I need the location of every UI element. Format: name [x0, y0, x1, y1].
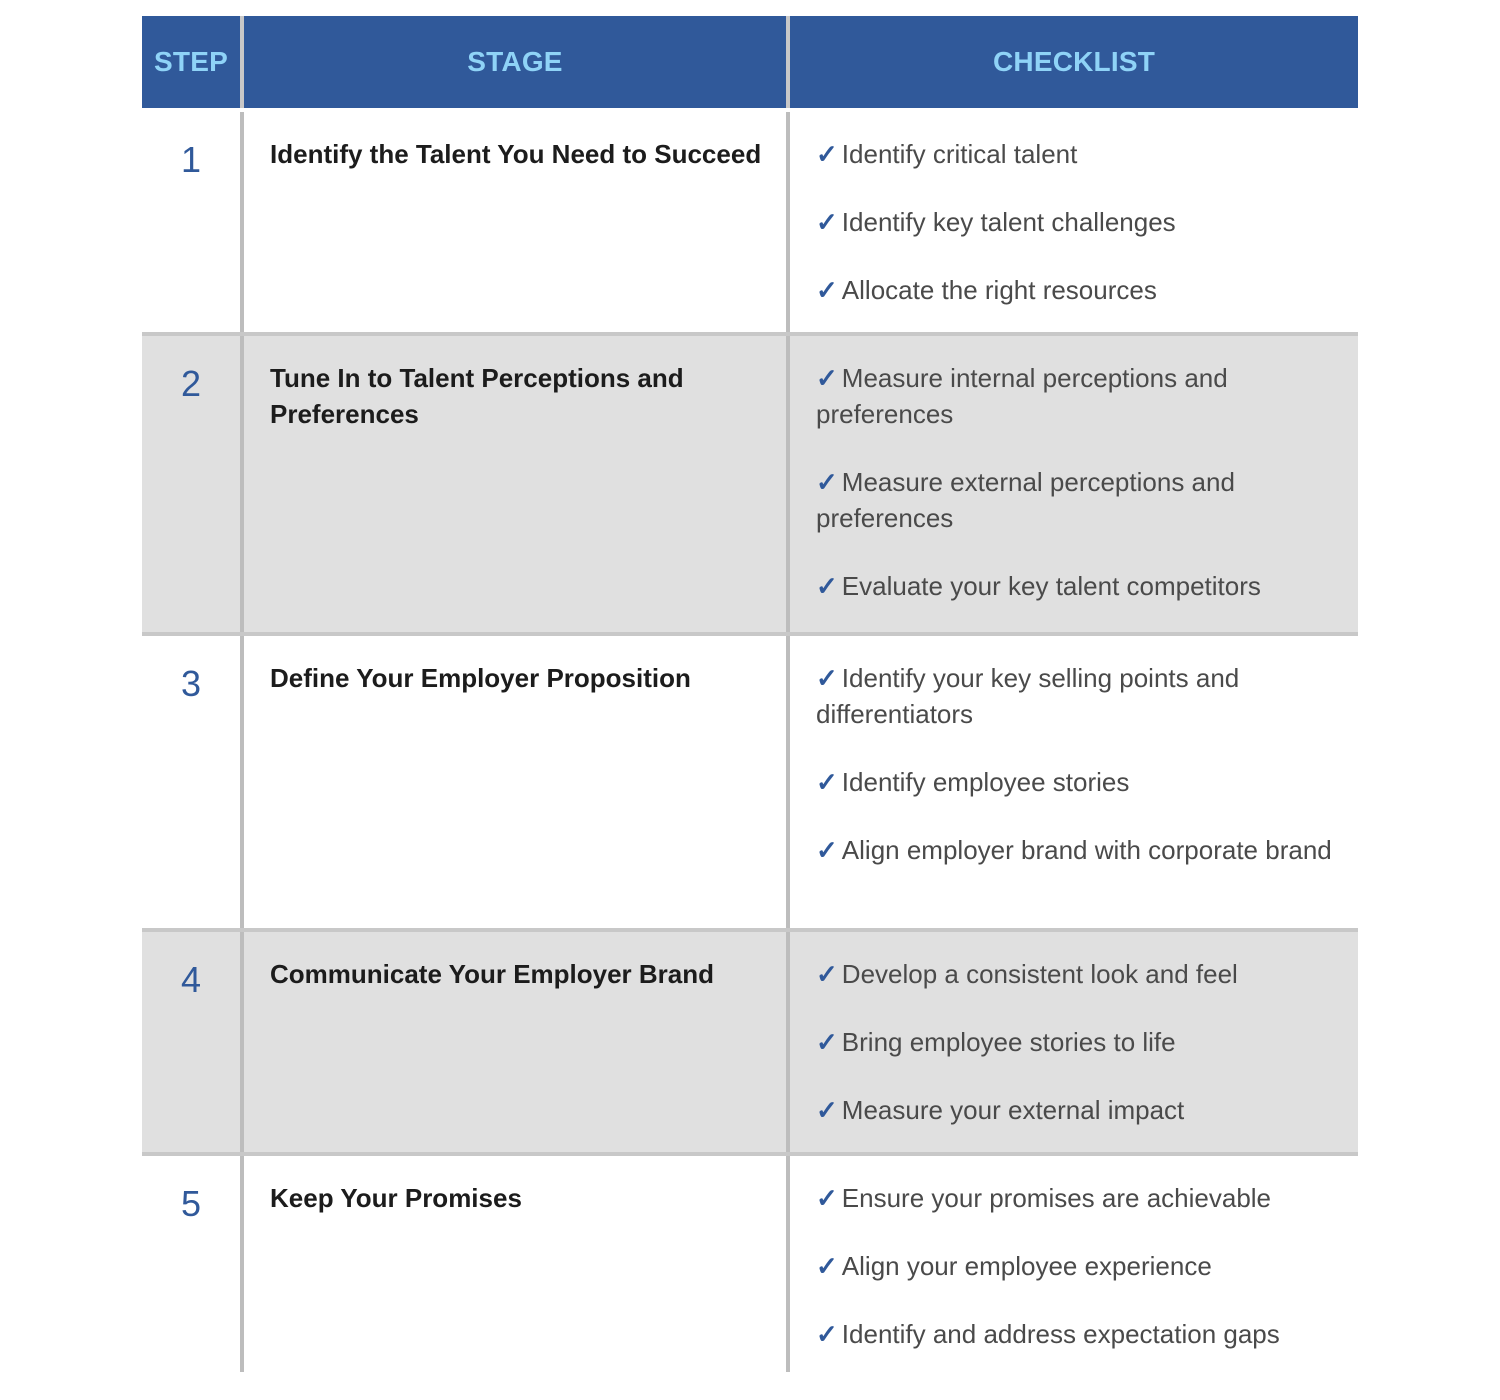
checklist-item: ✓ Identify your key selling points and differentiators [816, 663, 1240, 729]
check-icon: ✓ [816, 1183, 838, 1213]
checklist-item: ✓ Measure your external impact [816, 1095, 1185, 1125]
check-icon: ✓ [816, 139, 838, 169]
stage-title: Communicate Your Employer Brand [270, 959, 715, 989]
checklist-item: ✓ Allocate the right resources [816, 275, 1157, 305]
check-icon: ✓ [816, 1251, 838, 1281]
stage-title: Define Your Employer Proposition [270, 663, 691, 693]
check-icon: ✓ [816, 1319, 838, 1349]
checklist-item: ✓ Identify employee stories [816, 767, 1130, 797]
check-icon: ✓ [816, 363, 838, 393]
check-icon: ✓ [816, 1095, 838, 1125]
checklist-item: ✓ Align your employee experience [816, 1251, 1212, 1281]
check-icon: ✓ [816, 467, 838, 497]
checklist [790, 1156, 1358, 1352]
table-row [142, 1152, 1358, 1372]
step-number: 1 [180, 139, 202, 180]
checklist [790, 336, 1358, 604]
step-number: 3 [180, 663, 202, 704]
checklist-item: ✓ Develop a consistent look and feel [816, 959, 1238, 989]
checklist [790, 636, 1358, 868]
step-number: 5 [180, 1183, 202, 1224]
check-icon: ✓ [816, 959, 838, 989]
step-number: 2 [180, 363, 202, 404]
checklist-item: ✓ Identify key talent challenges [816, 207, 1176, 237]
stage-title: Identify the Talent You Need to Succeed [270, 139, 762, 169]
checklist [790, 112, 1358, 308]
check-icon: ✓ [816, 835, 838, 865]
checklist-item: ✓ Identify and address expectation gaps [816, 1319, 1280, 1349]
stage-title: Keep Your Promises [270, 1183, 522, 1213]
check-icon: ✓ [816, 663, 838, 693]
check-icon: ✓ [816, 275, 838, 305]
header-checklist: CHECKLIST [992, 46, 1156, 77]
checklist-item: ✓ Measure internal perceptions and preferences [816, 363, 1228, 429]
check-icon: ✓ [816, 207, 838, 237]
checklist-item: ✓ Align employer brand with corporate brand [816, 835, 1332, 865]
checklist-item: ✓ Measure external perceptions and preferences [816, 467, 1235, 533]
step-number: 4 [180, 959, 202, 1000]
checklist-item: ✓ Ensure your promises are achievable [816, 1183, 1272, 1213]
table-row [142, 928, 1358, 1152]
check-icon: ✓ [816, 767, 838, 797]
check-icon: ✓ [816, 1027, 838, 1057]
stage-title: Tune In to Talent Perceptions and Preferences [270, 363, 684, 429]
check-icon: ✓ [816, 571, 838, 601]
table-row [142, 632, 1358, 928]
table-row [142, 332, 1358, 632]
table-header [142, 16, 1358, 108]
checklist [790, 932, 1358, 1128]
table-row [142, 112, 1358, 332]
checklist-item: ✓ Bring employee stories to life [816, 1027, 1176, 1057]
branding-steps-table [142, 16, 1358, 1372]
header-step: STEP [142, 16, 244, 108]
checklist-item: ✓ Evaluate your key talent competitors [816, 571, 1261, 601]
header-stage: STAGE [244, 16, 790, 108]
checklist-item: ✓ Identify critical talent [816, 139, 1078, 169]
